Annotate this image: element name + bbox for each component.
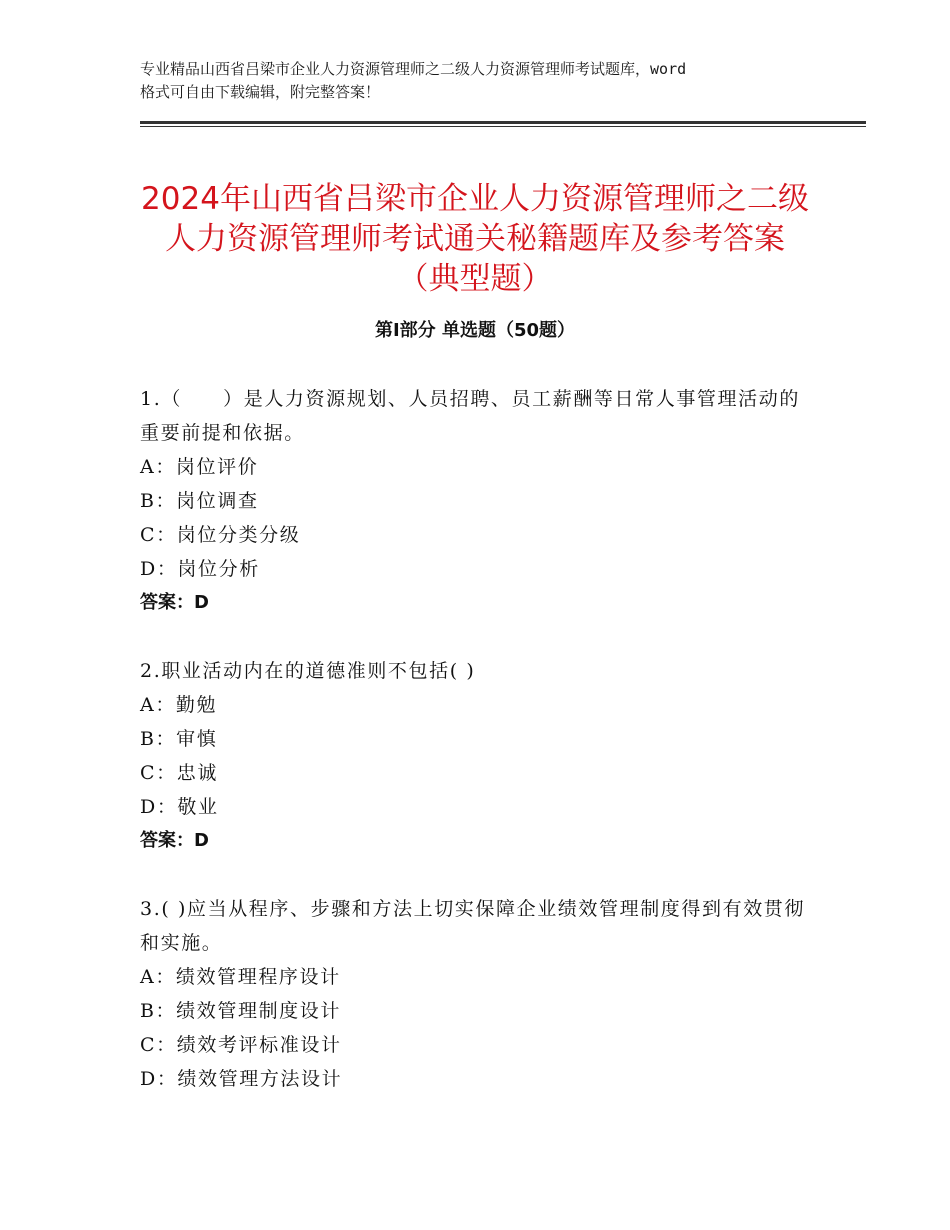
option-d: D：岗位分析	[140, 558, 260, 580]
header-note-line-2: 格式可自由下载编辑，附完整答案！	[140, 83, 381, 101]
question-text: 2.职业活动内在的道德准则不包括( )	[140, 660, 476, 682]
question-3	[140, 892, 810, 1096]
document-title: 2024年山西省吕梁市企业人力资源管理师之二级人力资源管理师考试通关秘籍题库及参考答案（典型题）	[141, 180, 809, 297]
question-list	[140, 382, 810, 1130]
header-note-line-1: 专业精品山西省吕梁市企业人力资源管理师之二级人力资源管理师考试题库，word	[140, 60, 687, 78]
option-a: A：绩效管理程序设计	[140, 966, 341, 988]
header-divider	[140, 121, 866, 124]
answer-line: 答案：D	[140, 592, 209, 613]
option-a: A：勤勉	[140, 694, 218, 716]
option-c: C：绩效考评标准设计	[140, 1034, 342, 1056]
option-d: D：绩效管理方法设计	[140, 1068, 343, 1090]
header-note	[140, 58, 830, 104]
option-a: A：岗位评价	[140, 456, 259, 478]
question-text: 1.（ ）是人力资源规划、人员招聘、员工薪酬等日常人事管理活动的重要前提和依据。	[140, 388, 800, 444]
section-heading: 第Ⅰ部分 单选题（50题）	[374, 320, 575, 341]
question-2	[140, 654, 810, 858]
option-b: B：岗位调查	[140, 490, 259, 512]
question-text: 3.( )应当从程序、步骤和方法上切实保障企业绩效管理制度得到有效贯彻和实施。	[140, 898, 805, 954]
option-b: B：审慎	[140, 728, 218, 750]
option-c: C：忠诚	[140, 762, 218, 784]
header-divider-thin	[140, 126, 866, 127]
answer-line: 答案：D	[140, 830, 209, 851]
option-c: C：岗位分类分级	[140, 524, 301, 546]
option-b: B：绩效管理制度设计	[140, 1000, 341, 1022]
option-d: D：敬业	[140, 796, 219, 818]
question-1	[140, 382, 810, 620]
